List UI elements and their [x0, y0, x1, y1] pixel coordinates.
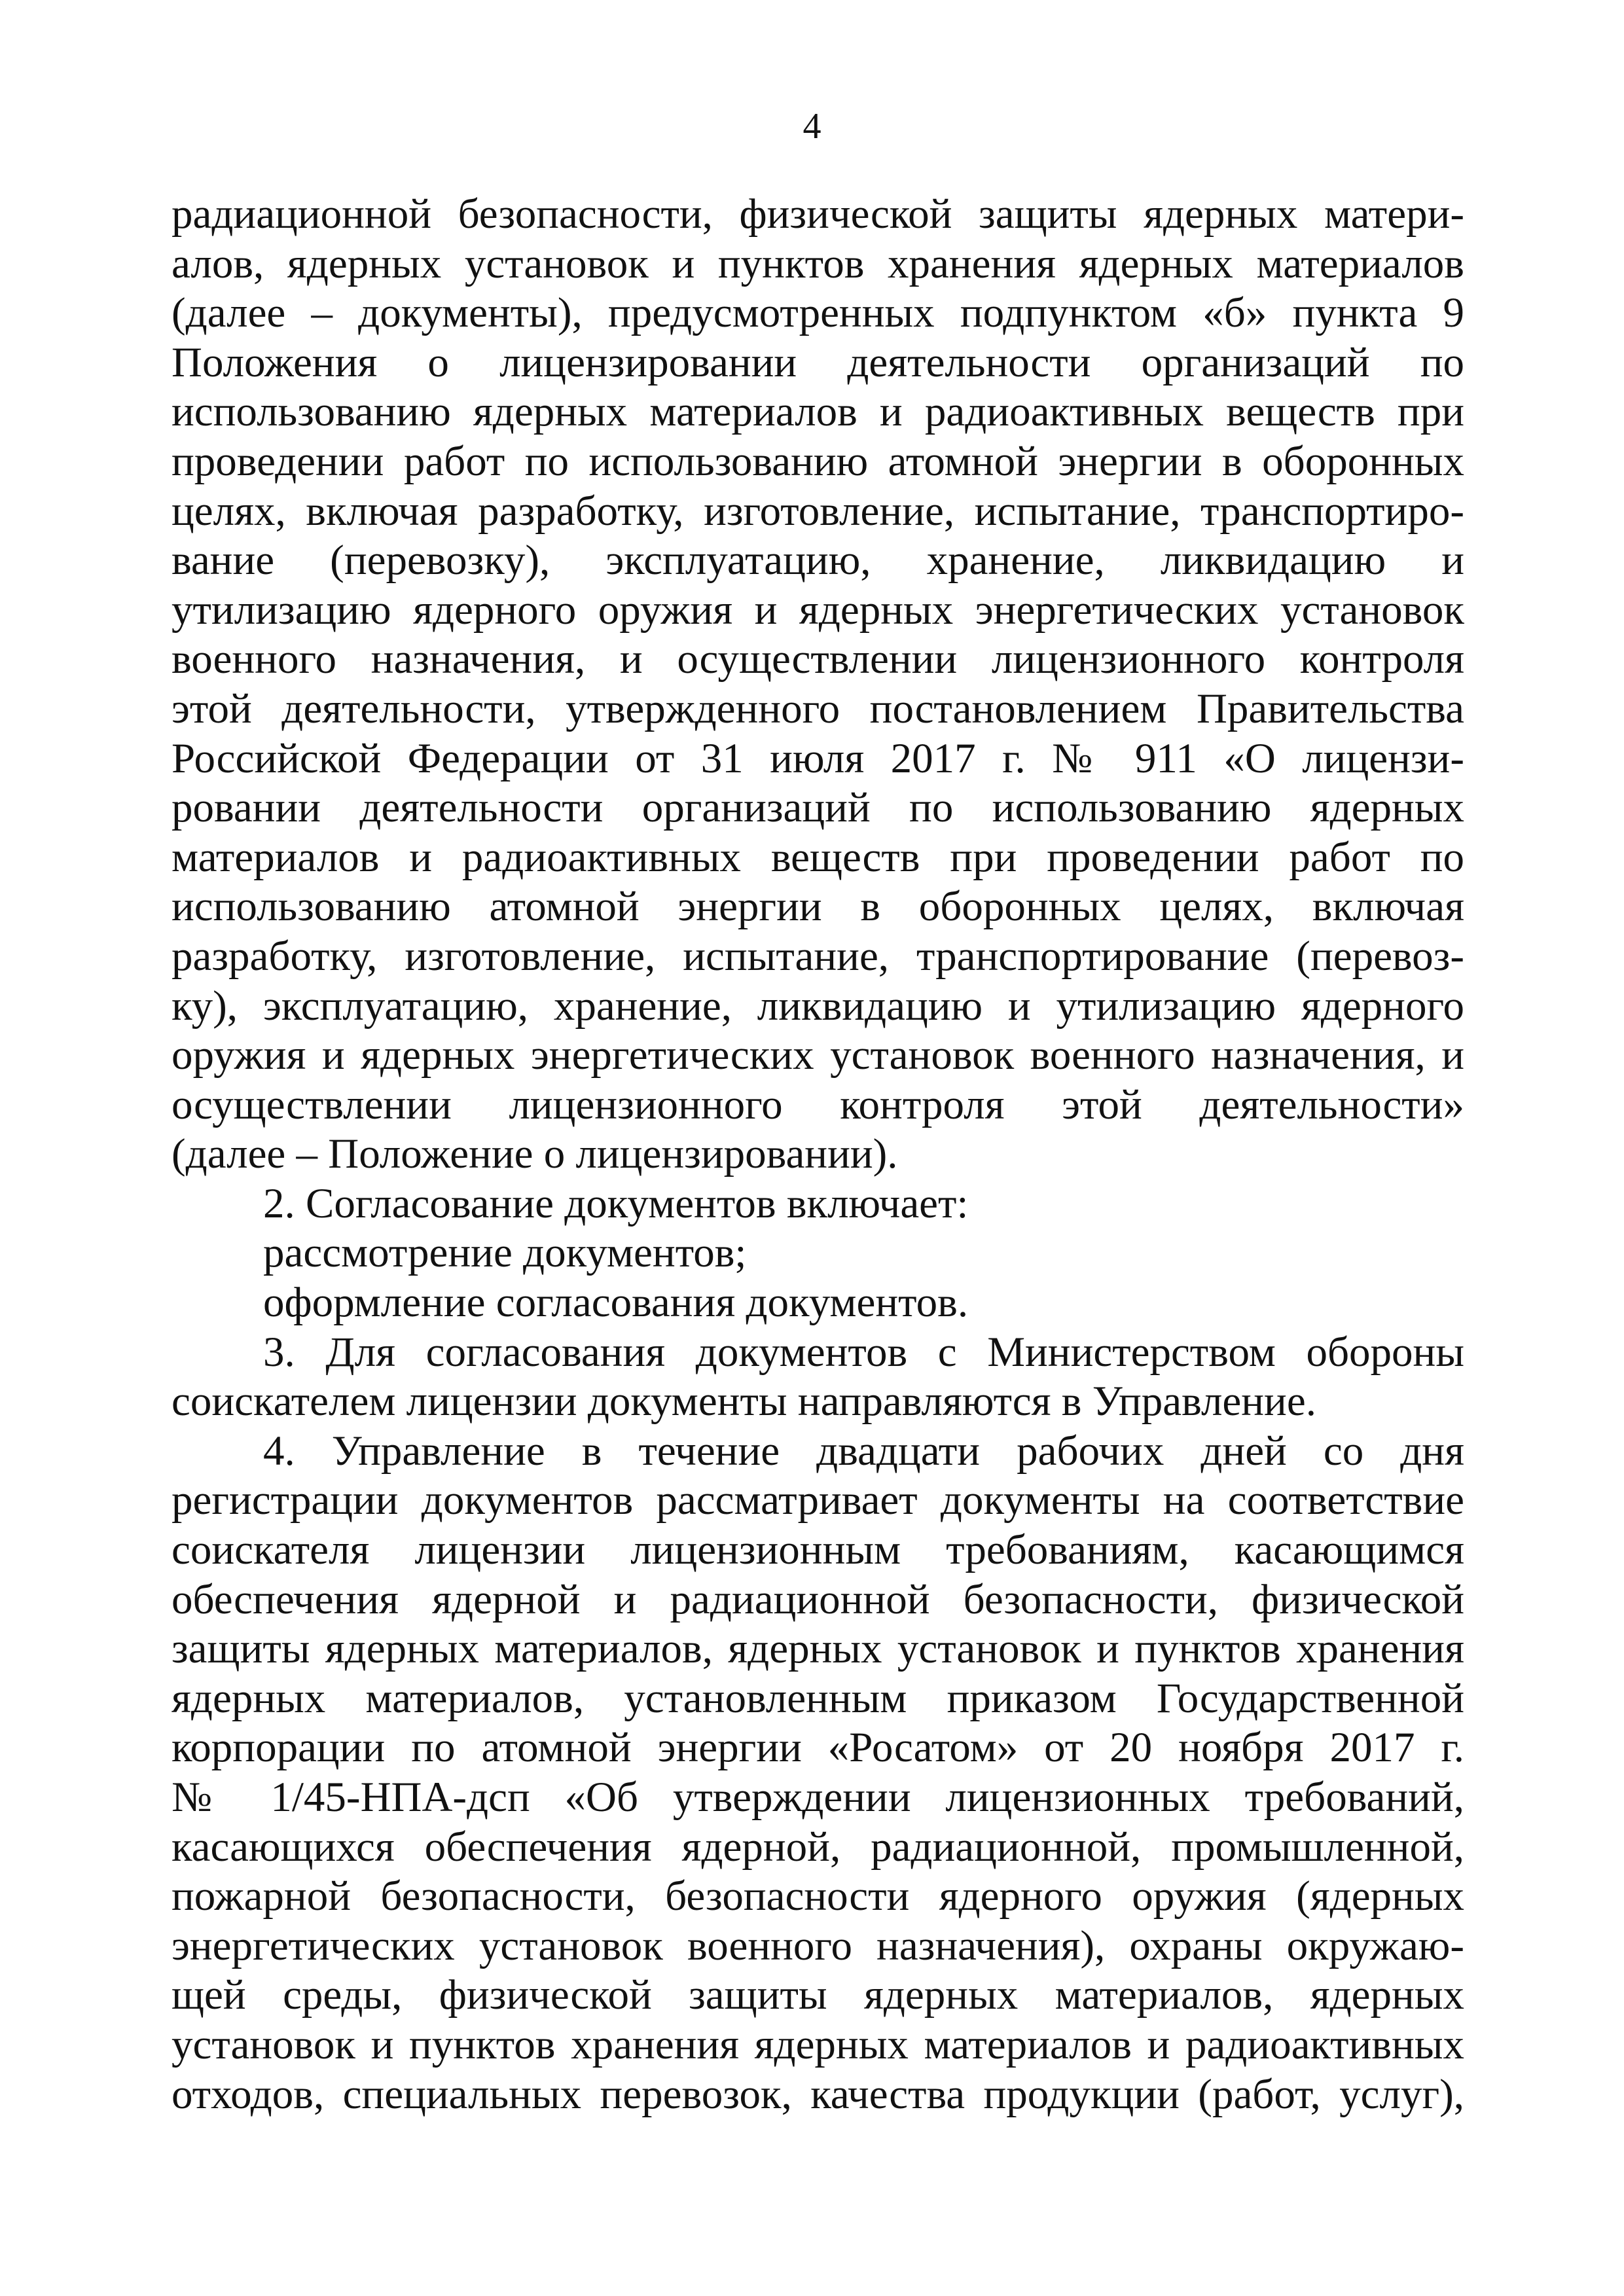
- text-line: касающихся обеспечения ядерной, радиационной, промышленной,: [171, 1823, 1464, 1871]
- text-line: использованию ядерных материалов и радиоактивных веществ при: [171, 388, 1464, 436]
- text-line: щей среды, физической защиты ядерных материалов, ядерных: [171, 1971, 1464, 2019]
- page-number: 4: [803, 106, 821, 147]
- text-line: пожарной безопасности, безопасности ядерного оружия (ядерных: [171, 1873, 1464, 1920]
- text-line: 4. Управление в течение двадцати рабочих дней со дня: [263, 1427, 1464, 1475]
- text-line: 2. Согласование документов включает:: [263, 1179, 969, 1227]
- text-line: ядерных материалов, установленным приказом Государственной: [171, 1674, 1464, 1722]
- text-line: отходов, специальных перевозок, качества продукции (работ, услуг),: [171, 2070, 1464, 2118]
- text-line: проведении работ по использованию атомной энергии в оборонных: [171, 437, 1464, 485]
- text-line: обеспечения ядерной и радиационной безопасности, физической: [171, 1575, 1464, 1623]
- text-line: корпорации по атомной энергии «Росатом» от 20 ноября 2017 г.: [171, 1724, 1464, 1772]
- text-line: оружия и ядерных энергетических установок военного назначения, и: [171, 1031, 1464, 1079]
- text-line: (далее – документы), предусмотренных подпунктом «б» пункта 9: [171, 289, 1464, 337]
- text-line: алов, ядерных установок и пунктов хранения ядерных материалов: [171, 240, 1464, 287]
- text-line: установок и пунктов хранения ядерных материалов и радиоактивных: [171, 2020, 1464, 2068]
- text-line: утилизацию ядерного оружия и ядерных энергетических установок: [171, 586, 1464, 634]
- text-line: соискателем лицензии документы направляются в Управление.: [171, 1378, 1316, 1426]
- text-line: (далее – Положение о лицензировании).: [171, 1130, 898, 1178]
- text-line: этой деятельности, утвержденного постановлением Правительства: [171, 685, 1464, 732]
- text-line: военного назначения, и осуществлении лицензионного контроля: [171, 636, 1464, 683]
- text-line: № 1/45-НПА-дсп «Об утверждении лицензионных требований,: [171, 1774, 1464, 1821]
- text-line: использованию атомной энергии в оборонных целях, включая: [171, 883, 1464, 931]
- text-line: энергетических установок военного назначения), охраны окружаю-: [171, 1922, 1464, 1969]
- text-line: 3. Для согласования документов с Министерством обороны: [263, 1328, 1464, 1376]
- text-line: ку), эксплуатацию, хранение, ликвидацию и утилизацию ядерного: [171, 982, 1464, 1030]
- text-line: соискателя лицензии лицензионным требованиям, касающимся: [171, 1526, 1464, 1574]
- text-line: целях, включая разработку, изготовление, испытание, транспортиро-: [171, 487, 1464, 535]
- text-line: разработку, изготовление, испытание, транспортирование (перевоз-: [171, 932, 1464, 980]
- body-text: [171, 190, 1464, 2119]
- text-line: материалов и радиоактивных веществ при проведении работ по: [171, 833, 1464, 881]
- text-line: вание (перевозку), эксплуатацию, хранение, ликвидацию и: [171, 537, 1464, 584]
- text-line: ровании деятельности организаций по использованию ядерных: [171, 784, 1464, 832]
- text-line: Российской Федерации от 31 июля 2017 г. № 911 «О лицензи-: [171, 734, 1464, 782]
- text-line: осуществлении лицензионного контроля этой деятельности»: [171, 1081, 1464, 1128]
- text-line: Положения о лицензировании деятельности организаций по: [171, 338, 1464, 386]
- text-line: регистрации документов рассматривает документы на соответствие: [171, 1477, 1464, 1524]
- text-line: рассмотрение документов;: [263, 1229, 747, 1277]
- text-line: оформление согласования документов.: [263, 1279, 969, 1327]
- text-line: радиационной безопасности, физической защиты ядерных матери-: [171, 190, 1464, 238]
- text-line: защиты ядерных материалов, ядерных установок и пунктов хранения: [171, 1625, 1464, 1673]
